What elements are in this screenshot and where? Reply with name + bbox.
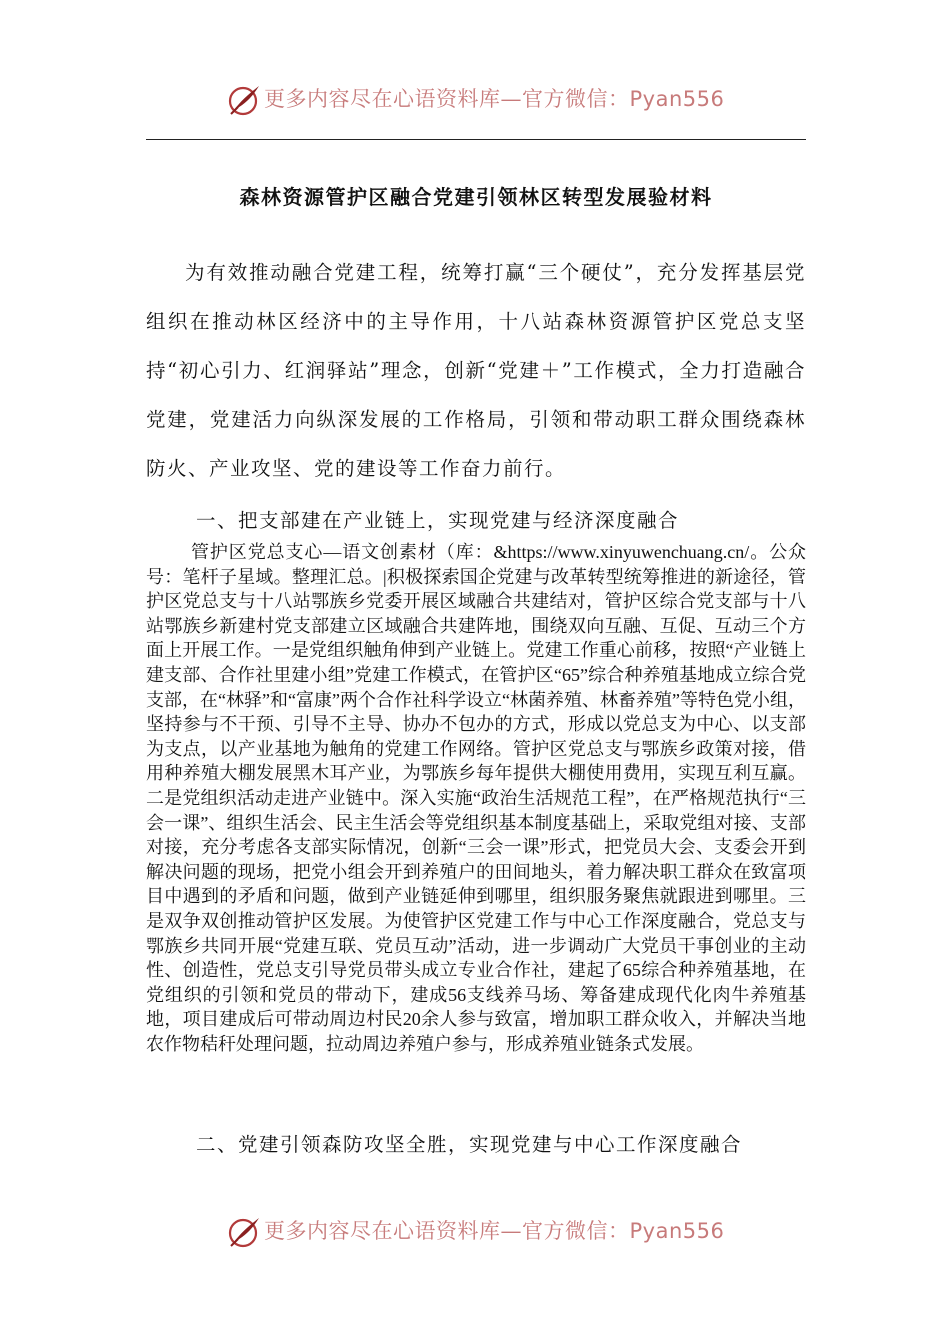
footer-banner — [0, 1208, 950, 1260]
intro-paragraph: 为有效推动融合党建工程，统筹打赢“三个硬仗”，充分发挥基层党组织在推动林区经济中的主导作用，十八站森林资源管护区党总支坚持“初心引力、红润驿站”理念，创新“党建＋”工作模式，全力打造融合党建，党建活力向纵深发展的工作格局，引领和带动职工群众围绕森林防火、产业攻坚、党的建设等工作奋力前行。 — [146, 261, 806, 480]
quill-pen-icon — [226, 1214, 262, 1250]
section-1-heading: 一、把支部建在产业链上，实现党建与经济深度融合 — [196, 509, 680, 532]
header-banner — [0, 76, 950, 128]
header-banner-text: 更多内容尽在心语资料库—官方微信：Pyan556 — [264, 87, 725, 111]
section-2-heading: 二、党建引领森防攻坚全胜，实现党建与中心工作深度融合 — [196, 1133, 743, 1156]
wechat-account: Pyan556 — [629, 1219, 725, 1243]
wechat-account: Pyan556 — [629, 87, 725, 111]
quill-pen-icon — [226, 82, 262, 118]
document-title: 森林资源管护区融合党建引领林区转型发展验材料 — [239, 185, 713, 209]
footer-banner-text: 更多内容尽在心语资料库—官方微信：Pyan556 — [264, 1219, 725, 1243]
header-divider — [146, 139, 806, 140]
section-1-body: 管护区党总支心—语文创素材（库：&https://www.xinyuwenchuang.cn/。公众号：笔杆子星域。整理汇总。|积极探索国企党建与改革转型统筹推进的新途径，管护区党总支与十八站鄂族乡党委开展区域融合共建结对，管护区综合党支部与十八站鄂族乡新建村党支部建立区域融合共建阵地，围绕双向互融、互促、互动三个方面上开展工作。一是党组织触角伸到产业链上。党建工作重心前移，按照“产业链上建支部、合作社里建小组”党建工作模式，在管护区“65”综合种养殖基地成立综合党支部，在“林驿”和“富康”两个合作社科学设立“林菌养殖、林畜养殖”等特色党小组，坚持参与不干预、引导不主导、协办不包办的方式，形成以党总支为中心、以支部为支点，以产业基地为触角的党建工作网络。管护区党总支与鄂族乡政策对接，借用种养殖大棚发展黑木耳产业，为鄂族乡每年提供大棚使用费用，实现互利互赢。二是党组织活动走进产业链中。深入实施“政治生活规范工程”，在严格规范执行“三会一课”、组织生活会、民主生活会等党组织基本制度基础上，采取党组对接、支部对接，充分考虑各支部实际情况，创新“三会一课”形式，把党员大会、支委会开到解决问题的现场，把党小组会开到养殖户的田间地头，着力解决职工群众在致富项目中遇到的矛盾和问题，做到产业链延伸到哪里，组织服务聚焦就跟进到哪里。三是双争双创推动管护区发展。为使管护区党建工作与中心工作深度融合，党总支与鄂族乡共同开展“党建互联、党员互动”活动，进一步调动广大党员干事创业的主动性、创造性，党总支引导党员带头成立专业合作社，建起了65综合种养殖基地，在党组织的引领和党员的带动下，建成56支线养马场、筹备建成现代化肉牛养殖基地，项目建成后可带动周边村民20余人参与致富，增加职工群众收入，并解决当地农作物秸秆处理问题，拉动周边养殖户参与，形成养殖业链条式发展。 — [146, 542, 806, 1054]
